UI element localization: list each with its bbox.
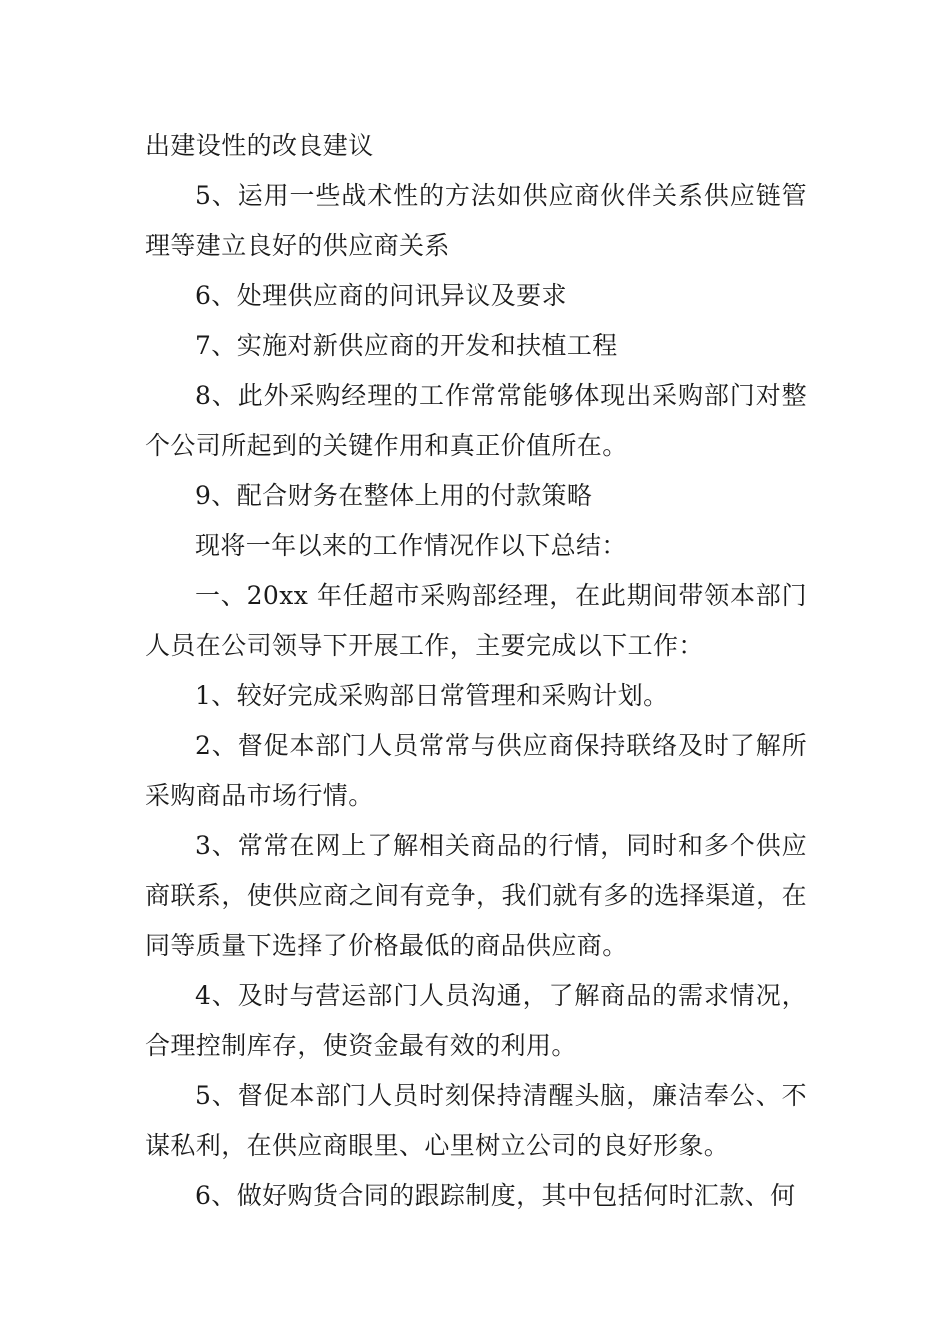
document-body [145,121,807,1221]
paragraph-item-9: 9、配合财务在整体上用的付款策略 [195,481,593,510]
paragraph-item-5: 5、运用一些战术性的方法如供应商伙伴关系供应链管理等建立良好的供应商关系 [145,181,807,260]
paragraph-summary-intro: 现将一年以来的工作情况作以下总结： [195,531,627,560]
paragraph-item-6: 6、处理供应商的问讯异议及要求 [195,281,567,310]
paragraph-work-3: 3、常常在网上了解相关商品的行情，同时和多个供应商联系，使供应商之间有竞争，我们就有多的选择渠道，在同等质量下选择了价格最低的商品供应商。 [145,831,807,960]
paragraph-work-4: 4、及时与营运部门人员沟通，了解商品的需求情况，合理控制库存，使资金最有效的利用。 [145,981,807,1060]
paragraph-work-1: 1、较好完成采购部日常管理和采购计划。 [195,681,669,710]
paragraph-work-6: 6、做好购货合同的跟踪制度，其中包括何时汇款、何 [195,1181,796,1210]
paragraph-item-8: 8、此外采购经理的工作常常能够体现出采购部门对整个公司所起到的关键作用和真正价值所在。 [145,381,807,460]
paragraph-work-5: 5、督促本部门人员时刻保持清醒头脑，廉洁奉公、不谋私利，在供应商眼里、心里树立公司的良好形象。 [145,1081,807,1160]
paragraph-continuation: 出建设性的改良建议 [145,131,374,160]
paragraph-work-2: 2、督促本部门人员常常与供应商保持联络及时了解所采购商品市场行情。 [145,731,807,810]
paragraph-item-7: 7、实施对新供应商的开发和扶植工程 [195,331,618,360]
paragraph-section-one: 一、20xx 年任超市采购部经理，在此期间带领本部门人员在公司领导下开展工作，主要完成以下工作： [145,581,807,660]
